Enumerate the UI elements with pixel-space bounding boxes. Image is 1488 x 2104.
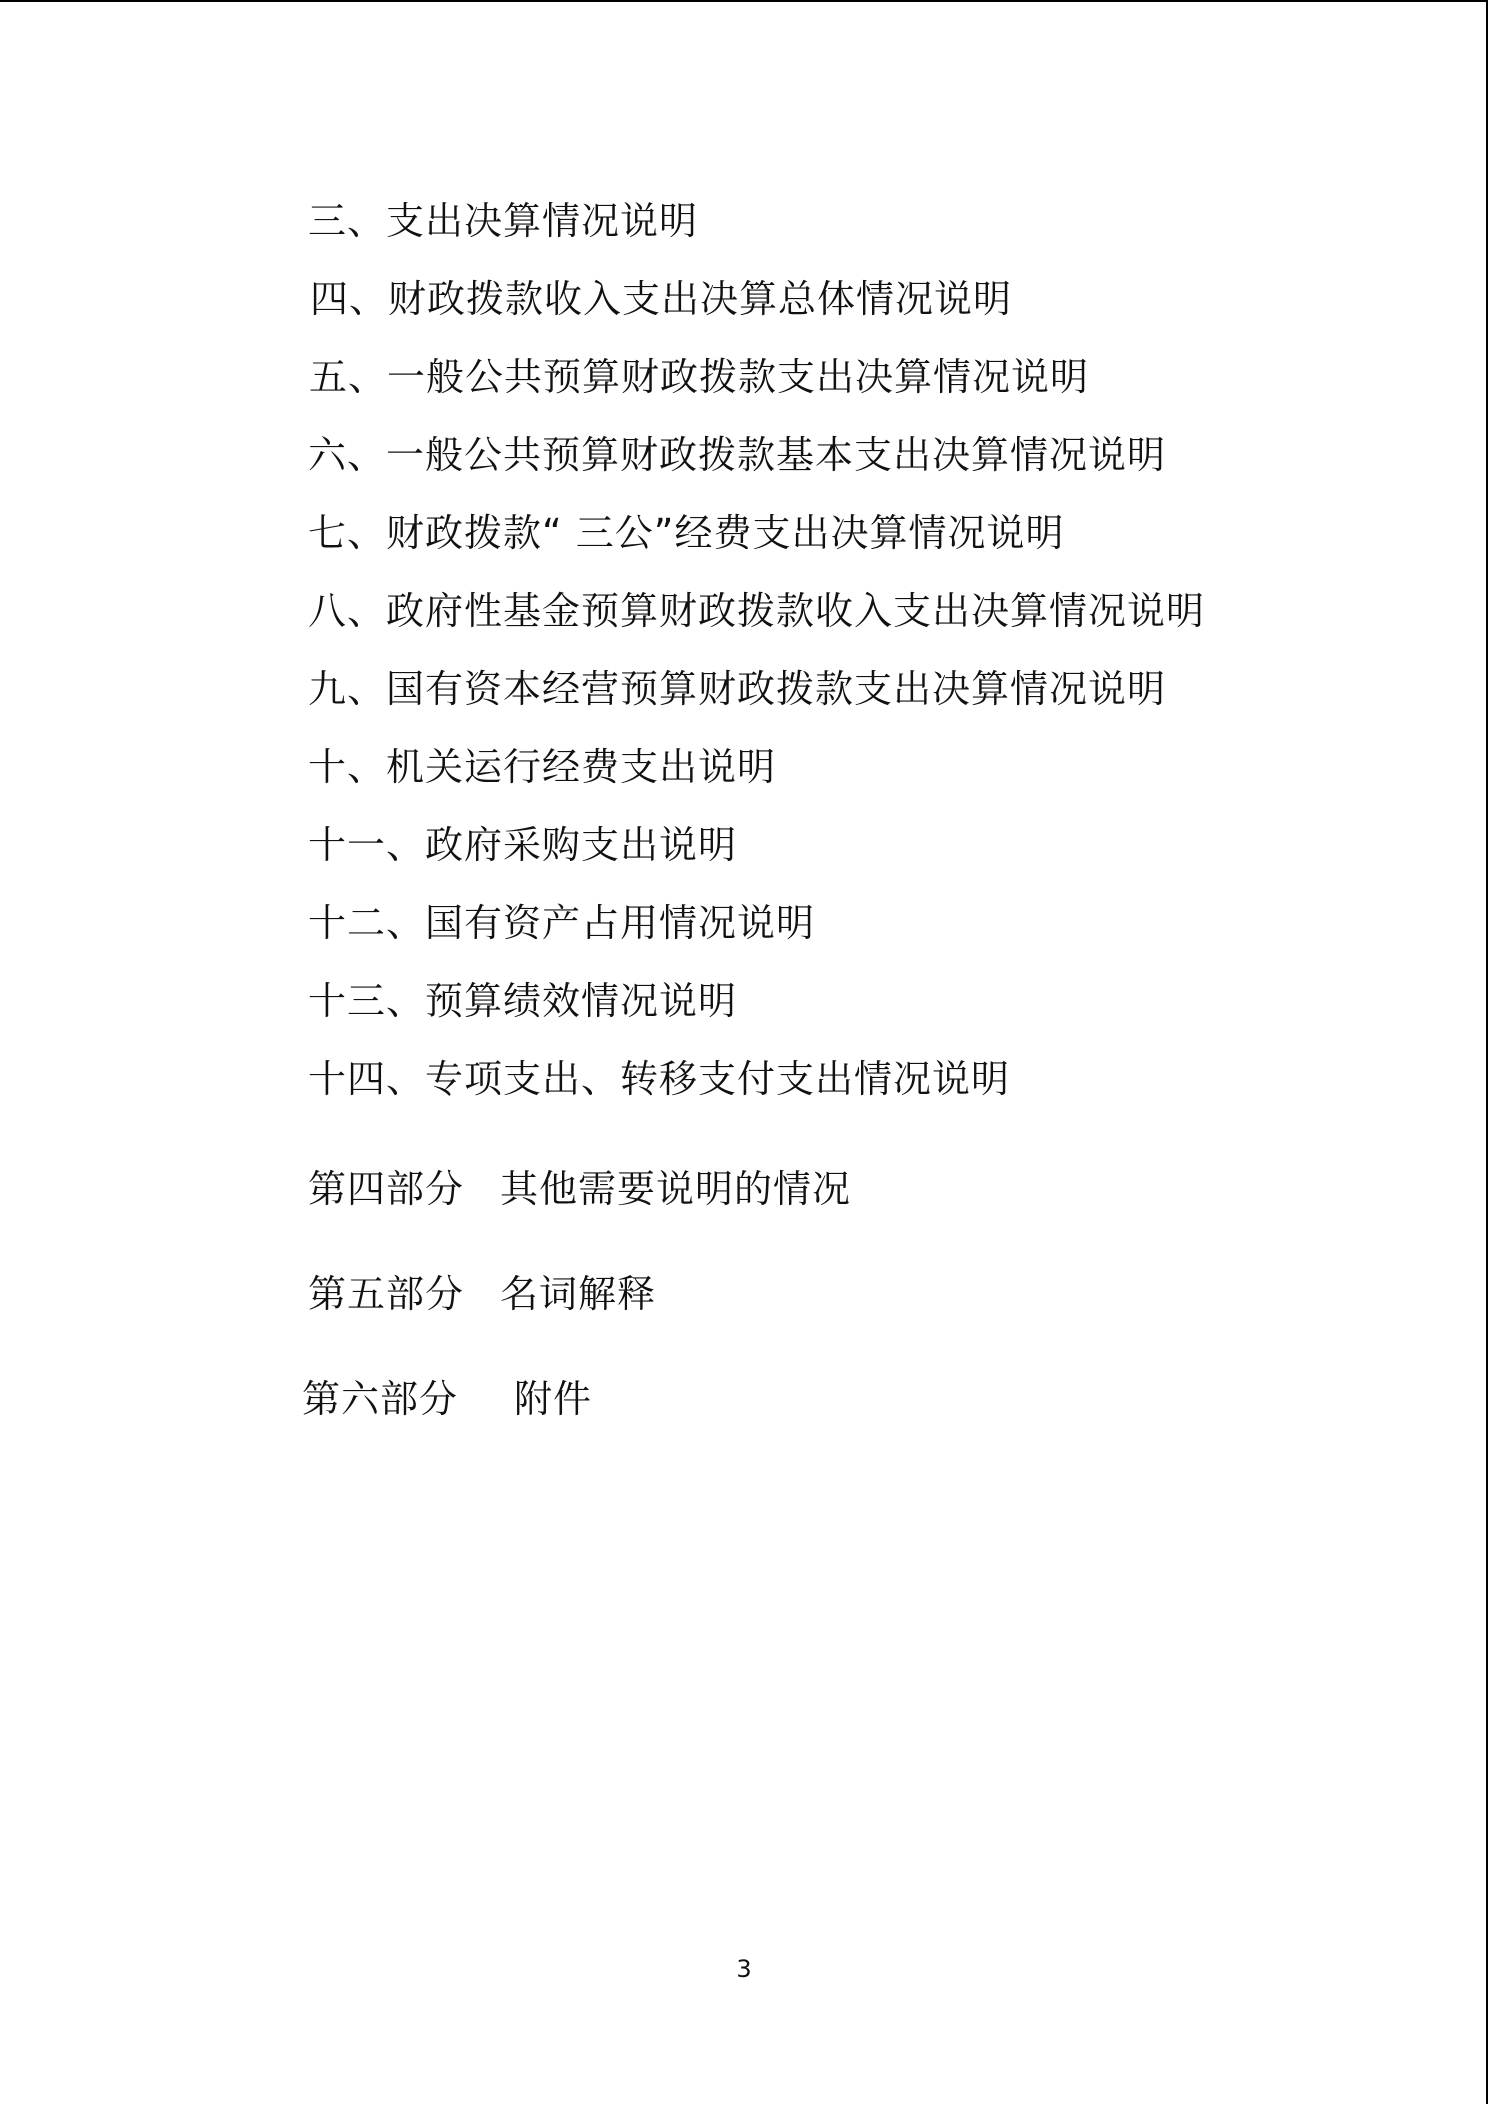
toc-item: 八、政府性基金预算财政拨款收入支出决算情况说明	[308, 589, 1206, 633]
toc-part-title: 名词解释	[500, 1272, 657, 1316]
toc-item: 十四、专项支出、转移支付支出情况说明	[308, 1057, 1011, 1101]
toc-item: 九、国有资本经营预算财政拨款支出决算情况说明	[308, 667, 1167, 711]
toc-part-title: 附件	[514, 1377, 593, 1421]
toc-item: 三、支出决算情况说明	[308, 199, 699, 243]
toc-part-label: 第六部分	[302, 1377, 459, 1421]
page-number: 3	[736, 1955, 752, 1983]
toc-part-title: 其他需要说明的情况	[500, 1167, 852, 1211]
toc-part	[302, 1376, 592, 1422]
toc-part	[308, 1271, 656, 1317]
toc-item: 四、财政拨款收入支出决算总体情况说明	[310, 277, 1013, 321]
page-border-top	[0, 0, 1488, 2]
toc-item: 六、一般公共预算财政拨款基本支出决算情况说明	[308, 433, 1167, 477]
toc-item: 十一、政府采购支出说明	[308, 823, 738, 867]
toc-part-label: 第四部分	[308, 1167, 465, 1211]
toc-item: 十、机关运行经费支出说明	[308, 745, 777, 789]
toc-part	[308, 1166, 851, 1212]
toc-item: 五、一般公共预算财政拨款支出决算情况说明	[309, 355, 1090, 399]
toc-item: 七、财政拨款“ 三公”经费支出决算情况说明	[308, 511, 1065, 555]
toc-item: 十二、国有资产占用情况说明	[308, 901, 816, 945]
toc-part-label: 第五部分	[308, 1272, 465, 1316]
toc-item: 十三、预算绩效情况说明	[308, 979, 738, 1023]
